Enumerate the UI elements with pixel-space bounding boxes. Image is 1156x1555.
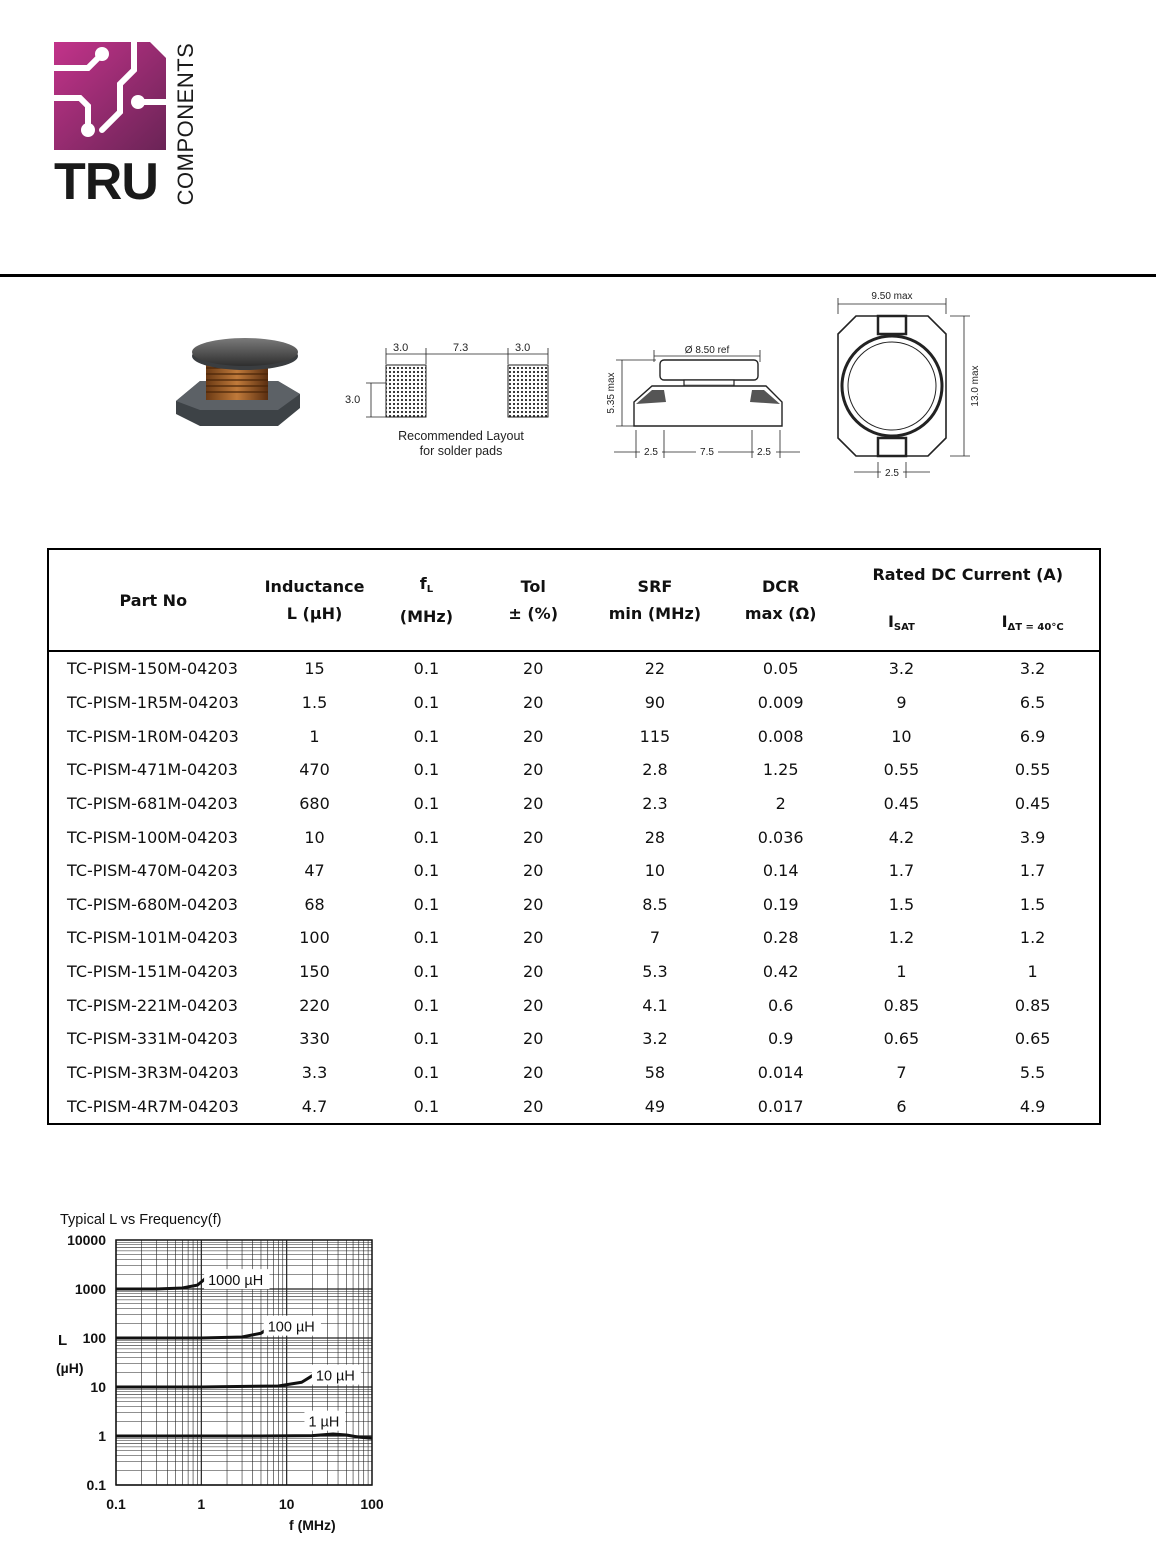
dcr-cell: 0.6	[767, 995, 794, 1015]
y-axis-label: L	[58, 1332, 68, 1349]
table-row	[48, 787, 1100, 821]
tol-cell: 20	[523, 726, 544, 746]
inductor-photo-icon	[176, 338, 300, 426]
part-no-cell: TC-PISM-101M-04203	[67, 928, 238, 948]
isat-cell: 1.7	[888, 861, 915, 881]
y-tick-label: 10	[90, 1379, 106, 1395]
isat-cell: 6	[896, 1096, 907, 1116]
fl-cell: 0.1	[413, 827, 440, 847]
inductance-cell: 68	[304, 894, 325, 914]
pad-height-label: 3.0	[345, 394, 361, 406]
mechanical-drawings	[0, 286, 1156, 486]
idt-cell: 1.2	[1019, 928, 1046, 948]
isat-cell: 7	[896, 1063, 907, 1082]
circuit-logo-icon	[54, 42, 166, 150]
dcr-cell: 0.008	[757, 726, 804, 746]
side-left-label: 2.5	[644, 447, 658, 458]
dcr-cell: 0.42	[762, 962, 799, 982]
table-row	[48, 753, 1100, 787]
dcr-cell: 0.036	[757, 827, 804, 847]
srf-cell: 115	[639, 726, 671, 746]
inductance-cell: 330	[299, 1029, 330, 1049]
isat-cell: 9	[896, 692, 907, 712]
srf-cell: 8.5	[642, 894, 668, 914]
l-vs-frequency-chart	[50, 1205, 400, 1550]
chart-title: Typical L vs Frequency(f)	[60, 1212, 222, 1228]
layout-caption-line1: Recommended Layout	[398, 429, 524, 443]
isat-cell: 10	[891, 726, 912, 746]
series-label: 1000 µH	[208, 1273, 264, 1290]
srf-cell: 28	[644, 827, 666, 847]
y-tick-label: 10000	[67, 1232, 106, 1248]
table-row	[48, 955, 1100, 989]
srf-cell: 22	[644, 659, 666, 679]
srf-cell: 2.8	[642, 760, 668, 780]
inductance-cell: 3.3	[301, 1063, 328, 1082]
table-row	[48, 854, 1100, 888]
srf-cell: 58	[644, 1063, 666, 1082]
idt-cell: 0.65	[1014, 1029, 1051, 1049]
idt-cell: 0.45	[1014, 793, 1051, 813]
part-no-cell: TC-PISM-221M-04203	[67, 995, 238, 1015]
header-isat: $I_{SAT}$	[887, 612, 915, 633]
isat-cell: 0.85	[883, 995, 920, 1015]
header-inductance: Inductance L (µH)	[264, 577, 365, 623]
side-right-label: 2.5	[757, 447, 771, 458]
isat-cell: 0.45	[883, 793, 920, 813]
srf-cell: 7	[649, 928, 661, 948]
inductance-cell: 4.7	[301, 1096, 328, 1116]
table-row	[48, 820, 1100, 854]
header-divider	[0, 274, 1156, 277]
tol-cell: 20	[523, 962, 544, 982]
width-max-label: 9.50 max	[871, 291, 913, 302]
idt-cell: 1	[1027, 962, 1038, 982]
dcr-cell: 0.14	[762, 861, 799, 881]
part-no-cell: TC-PISM-4R7M-04203	[67, 1096, 239, 1116]
table-row	[48, 1089, 1100, 1124]
series-line	[116, 1270, 211, 1289]
x-tick-label: 1	[197, 1496, 206, 1512]
dcr-cell: 0.9	[767, 1029, 794, 1049]
tol-cell: 20	[523, 827, 544, 847]
srf-cell: 49	[644, 1096, 666, 1116]
table-row	[48, 686, 1100, 720]
table-row	[48, 1056, 1100, 1090]
inductance-cell: 1.5	[301, 692, 328, 712]
y-axis-unit-label: (µH)	[56, 1360, 84, 1376]
series-line	[116, 1319, 276, 1338]
part-no-cell: TC-PISM-151M-04203	[67, 962, 238, 982]
fl-cell: 0.1	[413, 659, 440, 679]
idt-cell: 1.7	[1019, 861, 1046, 881]
idt-cell: 6.9	[1019, 726, 1046, 746]
tol-cell: 20	[523, 760, 544, 780]
side-mid-label: 7.5	[700, 447, 714, 458]
y-tick-label: 100	[82, 1330, 106, 1346]
srf-cell: 10	[644, 861, 666, 881]
x-axis-label: f (MHz)	[289, 1517, 336, 1533]
series-line	[116, 1368, 321, 1387]
part-no-cell: TC-PISM-150M-04203	[67, 659, 238, 679]
fl-cell: 0.1	[413, 995, 440, 1015]
header-dcr: DCR max (Ω)	[744, 577, 817, 623]
tol-cell: 20	[523, 995, 544, 1015]
part-no-cell: TC-PISM-680M-04203	[67, 894, 238, 914]
srf-cell: 5.3	[642, 962, 668, 982]
tol-cell: 20	[523, 1096, 544, 1116]
isat-cell: 1	[896, 962, 907, 982]
isat-cell: 1.5	[888, 894, 915, 914]
table-row	[48, 651, 1100, 686]
header-idt: $I_{\Delta T = 40^\circ C}$	[1001, 612, 1064, 633]
part-no-cell: TC-PISM-1R5M-04203	[67, 692, 239, 712]
srf-cell: 2.3	[642, 793, 668, 813]
idt-cell: 6.5	[1019, 692, 1046, 712]
table-row	[48, 921, 1100, 955]
inductance-cell: 150	[299, 962, 330, 982]
isat-cell: 0.55	[883, 760, 920, 780]
fl-cell: 0.1	[413, 928, 440, 948]
y-tick-label: 0.1	[86, 1477, 106, 1493]
fl-cell: 0.1	[413, 894, 440, 914]
isat-cell: 3.2	[888, 659, 915, 679]
dcr-cell: 0.28	[762, 928, 799, 948]
srf-cell: 4.1	[642, 995, 668, 1015]
top-view-drawing	[838, 291, 981, 479]
idt-cell: 0.55	[1014, 760, 1051, 780]
table-row	[48, 1022, 1100, 1056]
fl-cell: 0.1	[413, 726, 440, 746]
pad-width-left-label: 3.0	[393, 342, 409, 354]
tol-cell: 20	[523, 1063, 544, 1082]
fl-cell: 0.1	[413, 1096, 440, 1116]
header-part-no: Part No	[119, 590, 188, 610]
x-tick-label: 10	[278, 1496, 295, 1512]
part-no-cell: TC-PISM-1R0M-04203	[67, 726, 239, 746]
table-row	[48, 887, 1100, 921]
table-row	[48, 719, 1100, 753]
fl-cell: 0.1	[413, 793, 440, 813]
fl-cell: 0.1	[413, 760, 440, 780]
isat-cell: 0.65	[883, 1029, 920, 1049]
dcr-cell: 1.25	[762, 760, 799, 780]
inductance-cell: 10	[304, 827, 325, 847]
inductance-cell: 220	[299, 995, 330, 1015]
tol-cell: 20	[523, 894, 544, 914]
table-row	[48, 988, 1100, 1022]
inductance-cell: 15	[304, 659, 325, 679]
tol-cell: 20	[523, 659, 544, 679]
inductance-cell: 100	[299, 928, 330, 948]
y-tick-label: 1000	[74, 1281, 106, 1297]
header-rated-current: Rated DC Current (A)	[872, 565, 1064, 584]
part-no-cell: TC-PISM-470M-04203	[67, 861, 238, 881]
idt-cell: 0.85	[1014, 995, 1051, 1015]
fl-cell: 0.1	[413, 692, 440, 712]
srf-cell: 3.2	[642, 1029, 668, 1049]
part-no-cell: TC-PISM-100M-04203	[67, 827, 238, 847]
pad-width-label: 2.5	[885, 468, 899, 479]
isat-cell: 4.2	[888, 827, 915, 847]
pad-width-right-label: 3.0	[515, 342, 531, 354]
part-no-cell: TC-PISM-471M-04203	[67, 760, 238, 780]
dcr-cell: 0.009	[757, 692, 804, 712]
series-label: 10 µH	[315, 1368, 355, 1385]
x-tick-label: 0.1	[106, 1496, 126, 1512]
header-srf: SRF min (MHz)	[608, 577, 702, 623]
dcr-cell: 0.19	[762, 894, 799, 914]
inductance-cell: 1	[309, 726, 320, 746]
tol-cell: 20	[523, 861, 544, 881]
inductance-cell: 470	[299, 760, 330, 780]
logo-wordmark: TRU	[54, 153, 158, 211]
part-no-cell: TC-PISM-331M-04203	[67, 1029, 238, 1049]
tol-cell: 20	[523, 793, 544, 813]
tol-cell: 20	[523, 692, 544, 712]
dcr-cell: 0.05	[762, 659, 799, 679]
dcr-cell: 0.017	[757, 1096, 804, 1116]
fl-cell: 0.1	[413, 1029, 440, 1049]
isat-cell: 1.2	[888, 928, 915, 948]
inductance-cell: 680	[299, 793, 330, 813]
inductance-cell: 47	[304, 861, 325, 881]
tol-cell: 20	[523, 928, 544, 948]
idt-cell: 1.5	[1019, 894, 1046, 914]
idt-cell: 3.2	[1019, 659, 1046, 679]
pad-gap-label: 7.3	[453, 342, 469, 354]
fl-cell: 0.1	[413, 861, 440, 881]
diameter-label: Ø 8.50 ref	[684, 345, 730, 356]
height-max-label: 5.35 max	[606, 372, 617, 414]
fl-cell: 0.1	[413, 1063, 440, 1082]
spec-table	[47, 548, 1101, 1125]
series-label: 1 µH	[308, 1414, 340, 1431]
srf-cell: 90	[644, 692, 666, 712]
tol-cell: 20	[523, 1029, 544, 1049]
side-view-drawing	[606, 345, 800, 458]
idt-cell: 4.9	[1019, 1096, 1046, 1116]
fl-cell: 0.1	[413, 962, 440, 982]
layout-caption-line2: for solder pads	[419, 444, 503, 458]
length-max-label: 13.0 max	[970, 365, 981, 407]
brand-logo	[54, 42, 200, 211]
x-tick-label: 100	[360, 1496, 384, 1512]
idt-cell: 3.9	[1019, 827, 1046, 847]
logo-subtitle: COMPONENTS	[173, 42, 198, 206]
dcr-cell: 0.014	[757, 1063, 804, 1082]
solder-pad-layout	[345, 342, 548, 458]
dcr-cell: 2	[775, 793, 786, 813]
part-no-cell: TC-PISM-681M-04203	[67, 793, 238, 813]
header-tol: Tol ± (%)	[508, 577, 559, 623]
y-tick-label: 1	[98, 1428, 106, 1444]
part-no-cell: TC-PISM-3R3M-04203	[67, 1063, 239, 1082]
idt-cell: 5.5	[1019, 1063, 1046, 1082]
series-label: 100 µH	[267, 1319, 315, 1336]
header-fl: $f_L$ (MHz)	[399, 574, 454, 626]
